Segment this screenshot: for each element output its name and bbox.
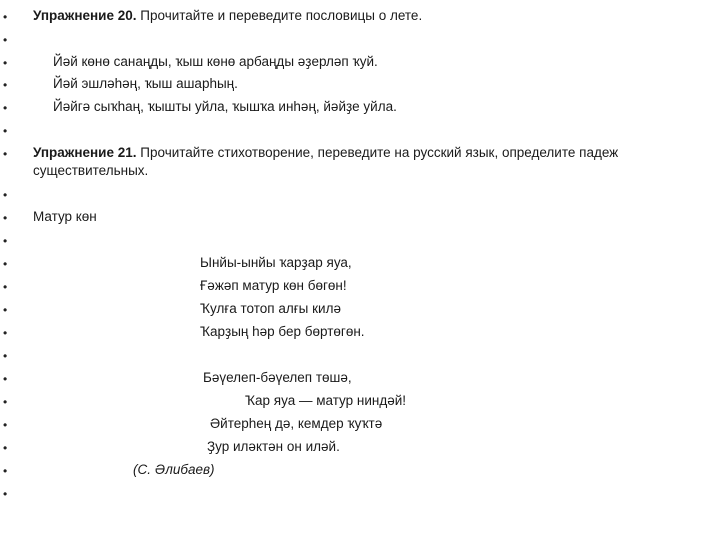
exercise-21-heading — [33, 144, 683, 180]
bullet: • — [3, 349, 8, 363]
bullet: • — [3, 464, 8, 478]
bullet: • — [3, 418, 8, 432]
proverb-line: Йәй эшләһәң, ҡыш ашарһың. — [53, 76, 238, 91]
poem-author: (С. Әлибаев) — [133, 462, 215, 477]
bullet: • — [3, 303, 8, 317]
bullet: • — [3, 101, 8, 115]
exercise-20-text: Прочитайте и переведите пословицы о лете. — [136, 8, 423, 23]
bullet: • — [3, 188, 8, 202]
poem-line: Ғәжәп матур көн бөгөн! — [200, 278, 347, 293]
poem-line: Ҡулға тотоп алғы килә — [200, 301, 341, 316]
bullet: • — [3, 78, 8, 92]
bullet: • — [3, 147, 8, 161]
bullet: • — [3, 487, 8, 501]
bullet: • — [3, 326, 8, 340]
bullet: • — [3, 257, 8, 271]
poem-title: Матур көн — [33, 209, 97, 224]
proverb-line: Йәйгә сыҡһаң, ҡышты уйла, ҡышҡа инһәң, йәйҙе уйла. — [53, 99, 397, 114]
bullet: • — [3, 395, 8, 409]
poem-line: Ҡарҙың һәр бер бөртөгөн. — [200, 324, 365, 339]
poem-line: Әйтерһең дә, кемдер ҡуҡтә — [210, 416, 383, 431]
bullet: • — [3, 372, 8, 386]
poem-line: Ҙур иләктән он иләй. — [207, 439, 340, 454]
bullet: • — [3, 10, 8, 24]
exercise-20-label: Упражнение 20. — [33, 8, 137, 23]
bullet: • — [3, 211, 8, 225]
poem-line: Ынйы-ынйы ҡарҙар яуа, — [200, 255, 352, 270]
exercise-20-heading — [33, 7, 422, 25]
bullet: • — [3, 280, 8, 294]
poem-line: Ҡар яуа — матур ниндәй! — [245, 393, 407, 408]
bullet: • — [3, 33, 8, 47]
bullet: • — [3, 441, 8, 455]
bullet: • — [3, 124, 8, 138]
exercise-21-text: Прочитайте стихотворение, переведите на русский язык, определите падеж существительных. — [33, 145, 619, 178]
exercise-21-label: Упражнение 21. — [33, 145, 137, 160]
bullet: • — [3, 234, 8, 248]
proverb-line: Йәй көнө санаңды, ҡыш көнө арбаңды әҙерләп ҡуй. — [53, 54, 378, 69]
bullet: • — [3, 56, 8, 70]
poem-line: Бәүелеп-бәүелеп төшә, — [203, 370, 352, 385]
